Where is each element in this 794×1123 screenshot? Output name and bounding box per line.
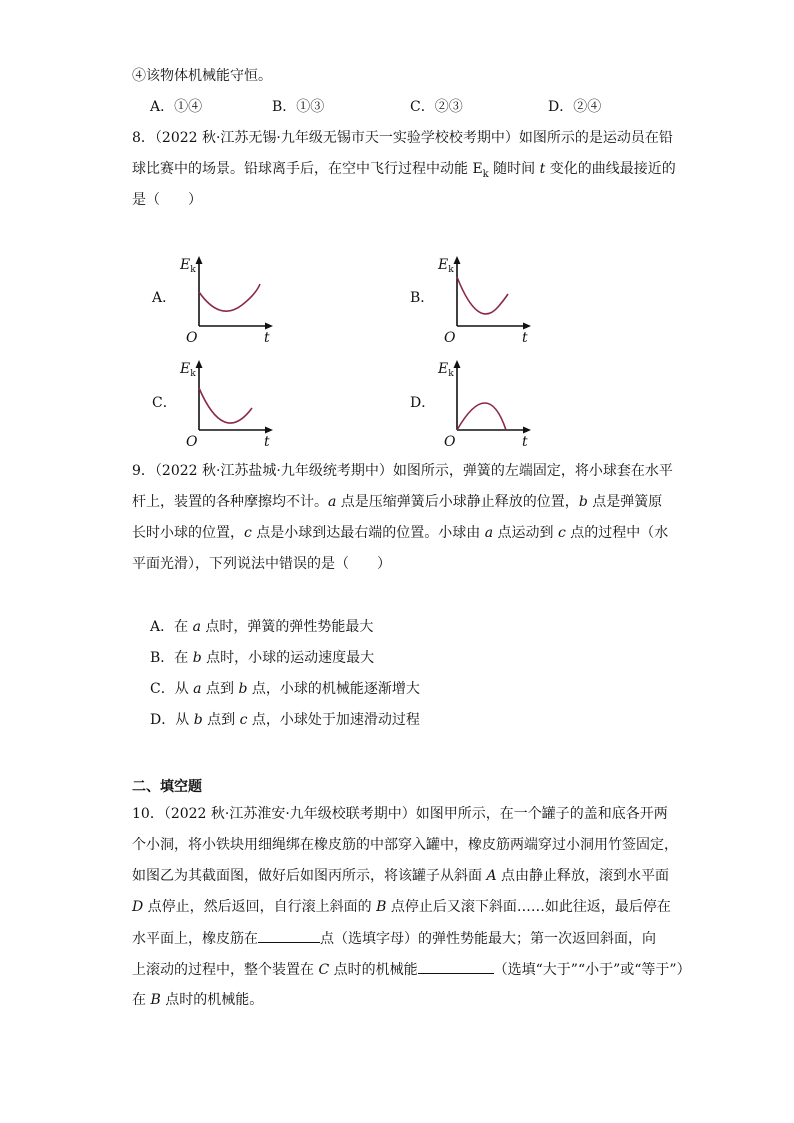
q9-var: c [239,712,248,728]
q8-graph-a[interactable] [172,252,282,347]
q9-text: 点是弹簧原 [587,494,663,510]
q9-text: 杆上，装置的各种摩擦均不计。 [132,494,328,510]
q8-text: 变化的曲线最接近的 [545,161,676,177]
q10-text: 在 [132,992,151,1008]
q9-option-c[interactable] [150,679,420,699]
q9-opt-text: 点时，小球的运动速度最大 [201,650,375,666]
ek-axis-label: $E_k$ [438,361,454,379]
q10-text: （选填“大于”“小于”或“等于”） [493,962,691,978]
q8-text: 球比赛中的场景。铅球离手后，在空中飞行过程中动能 E [132,161,483,177]
q10-text: 点（选填字母）的弹性势能最大；第一次返回斜面，向 [320,931,656,947]
q10-var: A [486,868,497,884]
ek-axis-subscript: k [448,265,454,275]
q9-var: b [193,712,203,728]
q8-option-b-letter[interactable]: B． [410,290,435,306]
q9-var: a [328,494,337,510]
q8-ek-sub: k [482,168,489,180]
q10-text: 点时的机械能 [329,962,418,978]
section-title-fill-in: 二、填空题 [132,779,202,795]
q8-option-c-letter[interactable]: C． [152,395,177,411]
t-axis-label: t [522,434,528,450]
q8-t-var: t [539,161,546,177]
origin-label: O [186,330,198,346]
q10-answer-blank-2[interactable] [418,959,494,974]
q10-stem-line5 [132,928,656,949]
q10-text: 点时的机械能。 [160,992,264,1008]
t-axis-label: t [264,434,270,450]
q7-option-b[interactable]: B．①③ [272,99,325,115]
origin-label: O [444,330,456,346]
ek-axis-subscript: k [190,369,196,379]
ek-curve [457,403,506,430]
q9-var: a [484,525,494,541]
y-axis-arrow [454,360,461,368]
q8-graph-c[interactable] [172,356,282,451]
q9-opt-text: D．从 [150,712,194,728]
y-axis-arrow [454,256,461,264]
q9-opt-text: C．从 [150,681,194,697]
ek-curve [199,284,260,311]
q10-text: 点停止后又滚下斜面……如此往返，最后停在 [386,899,671,915]
ek-axis-subscript: k [190,265,196,275]
x-axis-arrow [523,323,531,330]
q9-stem-line1: 9．（2022 秋·江苏盐城·九年级统考期中）如图所示，弹簧的左端固定，将小球套在水平 [132,463,673,479]
q8-graph-d[interactable] [430,356,540,451]
ek-axis-label: $E_k$ [180,361,196,379]
x-axis-arrow [265,323,273,330]
q9-var: b [238,681,248,697]
q9-opt-text: 点到 [202,712,240,728]
t-axis-label: t [264,330,270,346]
q10-stem-line1: 10．（2022 秋·江苏淮安·九年级校联考期中）如图甲所示，在一个罐子的盖和底各开两 [132,806,668,822]
q10-text: 点停止，然后返回，自行滚上斜面的 [143,899,377,915]
q10-var: B [376,899,387,915]
q9-option-d[interactable] [150,710,420,730]
q7-option-c[interactable]: C．②③ [410,99,463,115]
q10-text: 上滚动的过程中，整个装置在 [132,962,319,978]
q9-opt-text: 点到 [201,681,239,697]
q10-answer-blank-1[interactable] [258,928,320,943]
y-axis-arrow [196,360,203,368]
q9-text: 点运动到 [493,525,559,541]
q7-option-d[interactable]: D．②④ [548,99,602,115]
ek-curve [199,388,252,423]
q9-var: b [578,494,588,510]
q9-opt-text: 点时，弹簧的弹性势能最大 [200,619,374,635]
q8-stem-line3: 是（ ） [132,192,202,208]
q9-opt-text: B．在 [150,650,193,666]
q9-opt-text: A．在 [150,619,193,635]
origin-label: O [186,434,198,450]
q10-text: 水平面上，橡皮筋在 [132,931,258,947]
q10-stem-line6 [132,959,691,980]
q9-var: a [192,619,201,635]
q9-text: 长时小球的位置， [132,525,244,541]
ek-axis-label: $E_k$ [438,257,454,275]
y-axis-arrow [196,256,203,264]
q9-opt-text: 点，小球处于加速滑动过程 [247,712,420,728]
q10-var: D [132,899,144,915]
q10-text: 点由静止释放，滚到水平面 [496,868,670,884]
q8-graph-b[interactable] [430,252,540,347]
x-axis-arrow [523,427,531,434]
t-axis-label: t [522,330,528,346]
q10-text: 如图乙为其截面图，做好后如图丙所示，将该罐子从斜面 [132,868,487,884]
q10-stem-line4 [132,897,671,917]
q9-var: b [192,650,202,666]
ek-axis-label: $E_k$ [180,257,196,275]
q9-text: 点是小球到达最右端的位置。小球由 [251,525,485,541]
q8-stem-line2 [132,159,676,185]
q10-var: C [318,962,330,978]
x-axis-arrow [265,427,273,434]
ek-axis-subscript: k [448,369,454,379]
q9-text: 点的过程中（水 [565,525,669,541]
q9-option-b[interactable] [150,648,374,668]
q10-stem-line2: 个小洞，将小铁块用细绳绑在橡皮筋的中部穿入罐中，橡皮筋两端穿过小洞用竹签固定， [132,837,678,853]
q8-option-a-letter[interactable]: A． [152,290,177,306]
q9-stem-line4: 平面光滑），下列说法中错误的是（ ） [132,556,391,572]
ek-curve [457,277,508,314]
q9-stem-line3 [132,523,668,543]
q9-text: 点是压缩弹簧后小球静止释放的位置， [336,494,579,510]
q9-stem-line2 [132,492,662,512]
q10-var: B [150,992,161,1008]
q10-stem-line3 [132,866,669,886]
q9-opt-text: 点，小球的机械能逐渐增大 [247,681,420,697]
q8-option-d-letter[interactable]: D． [410,395,436,411]
origin-label: O [444,434,456,450]
q9-option-a[interactable] [150,617,373,637]
q7-option-a[interactable]: A．①④ [150,99,203,115]
q8-stem-line1: 8．（2022 秋·江苏无锡·九年级无锡市天一实验学校校考期中）如图所示的是运动员在铅 [132,130,673,146]
q9-var: c [244,525,252,541]
q10-stem-line7 [132,990,263,1010]
q9-var: c [558,525,566,541]
q7-statement-4: ④该物体机械能守恒。 [132,68,272,84]
q8-text: 随时间 [488,161,540,177]
q9-var: a [193,681,202,697]
